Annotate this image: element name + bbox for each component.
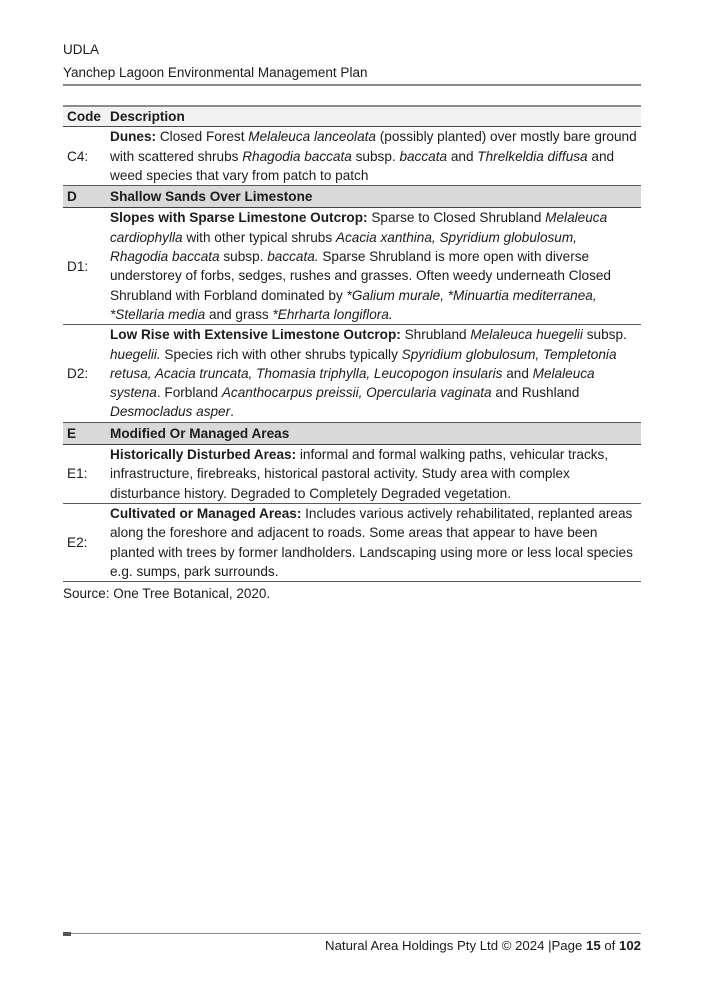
content-area — [63, 0, 641, 603]
code-cell: D2: — [63, 325, 106, 422]
page-number: 15 — [585, 938, 601, 953]
section-header-row — [63, 422, 641, 444]
description-segment: informal and formal walking paths, vehicular tracks, infrastructure, firebreaks, historical pastoral activity. Study area with complex disturbance history. Degraded to Completely Degraded vegetation. — [110, 447, 609, 501]
description-segment: baccata — [399, 148, 448, 164]
column-header-description: Description — [106, 106, 641, 127]
description-segment: with other typical shrubs — [182, 229, 336, 245]
description-segment: huegelii. — [110, 346, 161, 362]
description-cell: Shallow Sands Over Limestone — [106, 186, 641, 208]
total-pages: 102 — [618, 938, 641, 953]
description-segment: and weed species that vary from patch to patch — [110, 148, 615, 183]
description-cell — [106, 208, 641, 325]
table-row — [63, 503, 641, 581]
description-segment: baccata. — [267, 249, 319, 265]
description-segment: Rhagodia baccata — [242, 148, 352, 164]
description-segment: . Forbland — [156, 385, 222, 401]
code-cell: E1: — [63, 445, 106, 504]
page-footer — [63, 933, 641, 955]
code-cell: D — [63, 186, 106, 208]
description-cell — [106, 503, 641, 581]
footer-text — [63, 934, 641, 955]
footer-of-text: of — [600, 938, 619, 953]
column-header-code: Code — [63, 106, 106, 127]
description-segment: Slopes with Sparse Limestone Outcrop: — [110, 210, 368, 226]
description-segment: *Galium murale, *Minuartia mediterranea, *Stellaria media — [110, 287, 597, 322]
description-segment: Melaleuca huegelii — [470, 327, 583, 343]
description-segment: and — [447, 148, 478, 164]
section-header-row — [63, 186, 641, 208]
table-body — [63, 127, 641, 582]
code-cell: C4: — [63, 127, 106, 186]
description-segment: Cultivated or Managed Areas: — [110, 505, 302, 521]
footer-company-text: Natural Area Holdings Pty Ltd © 2024 |Page — [325, 938, 586, 953]
description-segment: Desmocladus asper — [110, 404, 231, 420]
table-header-row — [63, 106, 641, 127]
description-segment: Spyridium globulosum, Templetonia retusa, Acacia truncata, Thomasia triphylla, Leucopogon insularis — [110, 346, 617, 381]
header-rule — [63, 84, 641, 86]
description-segment: . — [230, 404, 234, 420]
description-segment: Dunes: — [110, 129, 157, 145]
code-cell: D1: — [63, 208, 106, 325]
table-row — [63, 325, 641, 422]
description-segment: Historically Disturbed Areas: — [110, 447, 297, 463]
description-segment: (possibly planted) over mostly bare ground with scattered shrubs — [110, 129, 637, 164]
description-segment: and — [502, 365, 533, 381]
description-segment: Sparse to Closed Shrubland — [367, 210, 546, 226]
source-note: Source: One Tree Botanical, 2020. — [63, 586, 271, 602]
table-row — [63, 127, 641, 186]
table-row — [63, 445, 641, 504]
description-segment: subsp. — [219, 249, 268, 265]
description-segment: Melaleuca cardiophylla — [110, 210, 608, 245]
description-segment: Species rich with other shrubs typically — [160, 346, 402, 362]
description-segment: Closed Forest — [156, 129, 249, 145]
description-segment: Includes various actively rehabilitated, replanted areas along the foreshore and adjacent to roads. Some areas that appear to have been planted with trees by former landholders. Landscaping using more or less local species e.g. sumps, park surrounds. — [110, 505, 633, 579]
org-name: UDLA — [63, 42, 100, 57]
table-row — [63, 208, 641, 325]
document-header — [63, 0, 641, 86]
description-segment: Low Rise with Extensive Limestone Outcrop: — [110, 327, 401, 343]
description-segment: Shrubland — [400, 327, 471, 343]
description-segment: Threlkeldia diffusa — [477, 148, 588, 164]
description-segment: and grass — [205, 306, 273, 322]
description-segment: *Ehrharta longiflora. — [272, 306, 393, 322]
description-cell — [106, 445, 641, 504]
description-segment: Acanthocarpus preissii, Opercularia vaginata — [221, 385, 492, 401]
description-segment: and Rushland — [491, 385, 580, 401]
footer-rule-tip — [63, 932, 71, 936]
description-cell — [106, 127, 641, 186]
description-segment: Melaleuca lanceolata — [248, 129, 376, 145]
description-segment: Melaleuca systena — [110, 365, 595, 401]
code-cell: E — [63, 422, 106, 444]
description-cell — [106, 325, 641, 422]
document-title: Yanchep Lagoon Environmental Management Plan — [63, 65, 368, 80]
description-segment: subsp. — [582, 327, 627, 343]
vegetation-codes-table — [63, 105, 641, 582]
description-cell: Modified Or Managed Areas — [106, 422, 641, 444]
description-segment: Sparse Shrubland is more open with diverse understorey of forbs, sedges, rushes and grasses. Often weedy underneath Closed Shrubland with Forbland dominated by — [110, 249, 611, 303]
code-cell: E2: — [63, 503, 106, 581]
description-segment: Acacia xanthina, Spyridium globulosum, Rhagodia baccata — [110, 229, 577, 265]
description-segment: subsp. — [351, 148, 400, 164]
